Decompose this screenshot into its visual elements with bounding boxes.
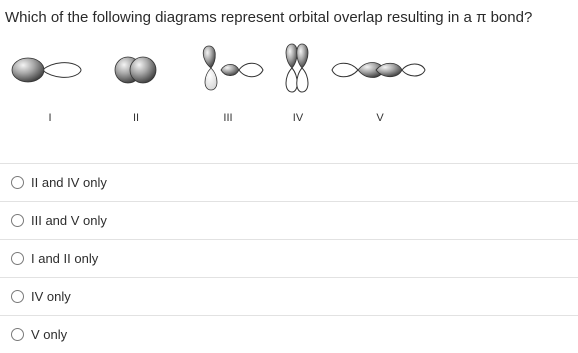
radio-button[interactable] <box>11 176 24 189</box>
radio-button[interactable] <box>11 328 24 341</box>
option-label: III and V only <box>31 213 107 228</box>
radio-button[interactable] <box>11 214 24 227</box>
parallel-p-pi-overlap-figure <box>278 40 318 100</box>
orbital-diagram-ii <box>108 40 168 135</box>
diagram-label-i: I <box>48 112 52 124</box>
option-i-and-ii[interactable] <box>0 239 578 277</box>
orbital-diagram-iii <box>193 40 268 135</box>
s-p-sigma-overlap-figure <box>8 40 88 100</box>
option-v-only[interactable] <box>0 315 578 353</box>
s-s-overlap-figure <box>108 40 168 100</box>
option-label: II and IV only <box>31 175 107 190</box>
radio-button[interactable] <box>11 252 24 265</box>
option-iii-and-v[interactable] <box>0 201 578 239</box>
option-ii-and-iv[interactable] <box>0 163 578 201</box>
diagram-label-iv: IV <box>292 112 304 124</box>
radio-button[interactable] <box>11 290 24 303</box>
orbital-diagrams <box>0 40 578 135</box>
diagram-label-ii: II <box>132 112 140 124</box>
option-label: V only <box>31 327 68 342</box>
perpendicular-p-overlap-figure <box>193 40 268 100</box>
orbital-diagram-iv <box>278 40 318 135</box>
diagram-label-v: V <box>376 112 384 124</box>
option-label: IV only <box>31 289 71 304</box>
question-text: Which of the following diagrams represent orbital overlap resulting in a π bond? <box>5 9 533 26</box>
orbital-diagram-v <box>328 40 428 135</box>
diagram-label-iii: III <box>223 112 233 124</box>
option-label: I and II only <box>31 251 99 266</box>
orbital-diagram-i <box>8 40 88 135</box>
end-on-p-overlap-figure <box>328 40 428 100</box>
option-iv-only[interactable] <box>0 277 578 315</box>
